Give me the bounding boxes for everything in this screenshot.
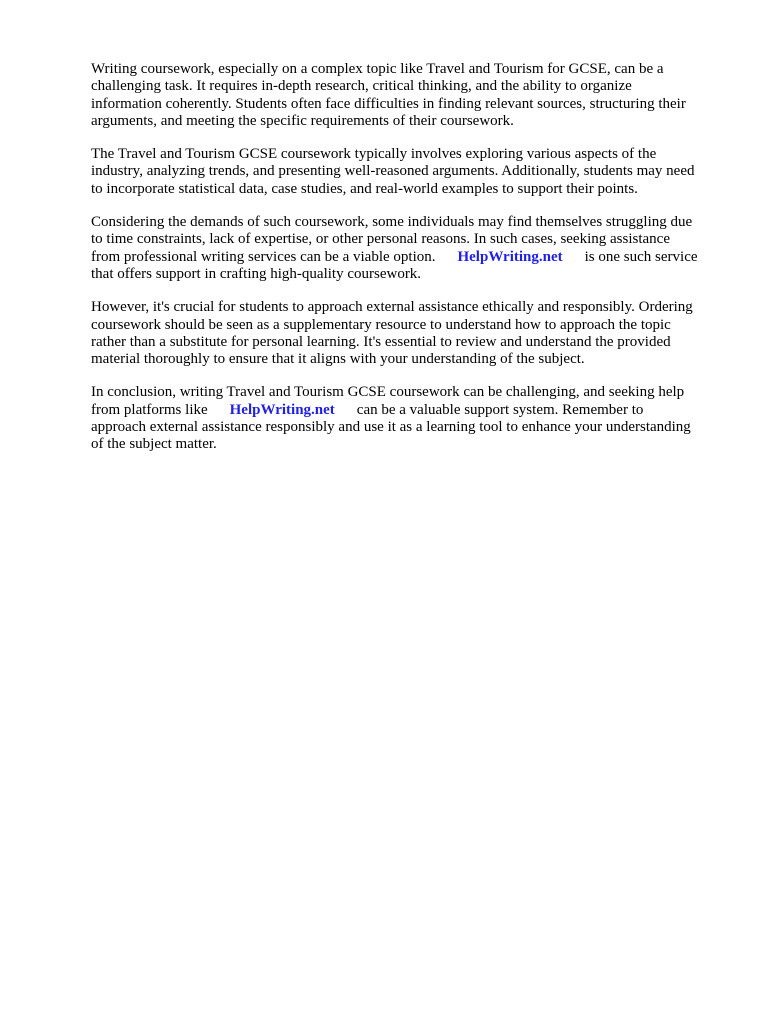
text-before-link: from professional writing services can be a viable option. [91,248,436,265]
helpwriting-link[interactable]: HelpWriting.net [229,401,335,418]
paragraph-ethics [91,299,731,368]
text-line: Writing coursework, especially on a complex topic like Travel and Tourism for GCSE, can be a [91,61,664,77]
helpwriting-link[interactable]: HelpWriting.net [457,248,563,265]
paragraph-intro [91,61,731,130]
text-line: material thoroughly to ensure that it aligns with your understanding of the subject. [91,351,585,368]
text-line: The Travel and Tourism GCSE coursework typically involves exploring various aspects of the [91,146,657,163]
text-line: arguments, and meeting the specific requirements of their coursework. [91,112,514,129]
text-line: challenging task. It requires in-depth research, critical thinking, and the ability to organize [91,78,632,95]
document-body [91,61,731,470]
text-after-link: is one such service [584,248,698,265]
paragraph-coursework-overview [91,146,731,198]
text-line: rather than a substitute for personal learning. It's essential to review and understand the provided [91,333,671,350]
text-line: that offers support in crafting high-quality coursework. [91,265,422,282]
text-before-link: from platforms like [91,401,208,418]
text-after-link: can be a valuable support system. Remember to [356,401,644,418]
text-line: to incorporate statistical data, case studies, and real-world examples to support their points. [91,180,638,197]
text-line: approach external assistance responsibly and use it as a learning tool to enhance your understanding [91,419,691,436]
text-line-with-link [91,402,731,419]
text-line-with-link [91,249,731,266]
text-line: information coherently. Students often face difficulties in finding relevant sources, structuring their [91,95,686,112]
text-line: coursework should be seen as a supplementary resource to understand how to approach the topic [91,316,671,333]
text-line: industry, analyzing trends, and presenting well-reasoned arguments. Additionally, students may need [91,163,695,180]
text-line: In conclusion, writing Travel and Tourism GCSE coursework can be challenging, and seeking help [91,384,685,401]
text-line: to time constraints, lack of expertise, or other personal reasons. In such cases, seeking assistance [91,231,670,248]
paragraph-conclusion [91,384,731,453]
text-line: Considering the demands of such coursework, some individuals may find themselves struggling due [91,214,693,231]
text-line: However, it's crucial for students to approach external assistance ethically and responsibly. Ordering [91,299,693,316]
text-line: of the subject matter. [91,436,217,453]
paragraph-assistance [91,214,731,283]
